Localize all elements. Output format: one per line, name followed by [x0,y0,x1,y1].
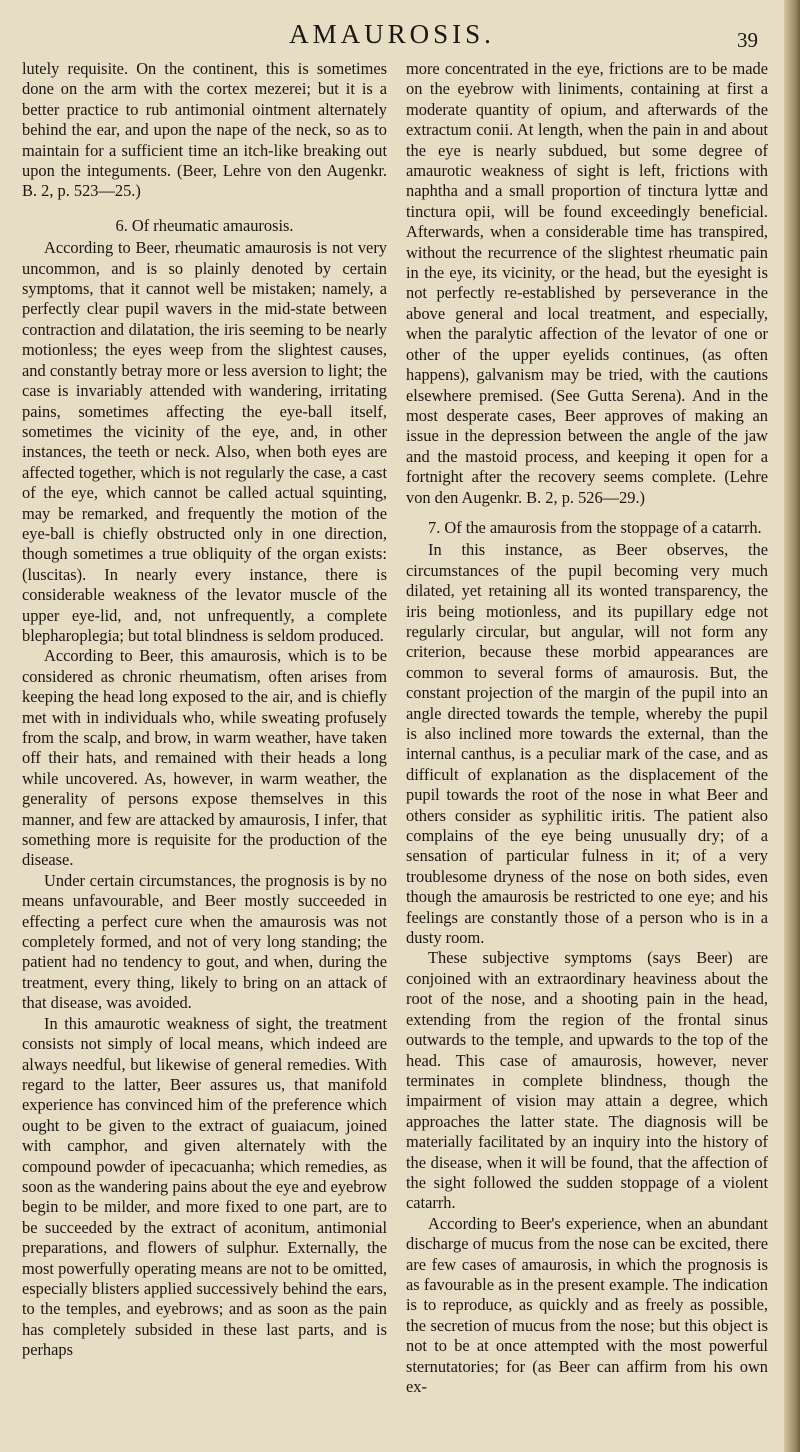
page-number: 39 [737,28,758,52]
paragraph: more concentrated in the eye, frictions are to be made on the eyebrow with liniments, containing at first a moderate quantity of opium, and afterwards of the extractum conii. At length, when the pain in and about the eye is nearly subdued, but some degree of amaurotic weakness of sight is left, frictions with naphtha and a small proportion of tinctura lyttæ and tinctura opii, will be found exceedingly beneficial. Afterwards, when a considerable time has transpired, without the recurrence of the slightest rheumatic pain in the eye, its vicinity, or the head, but the eyesight is not perfectly re-established by perseverance in the above general and local treatment, and especially, when the paralytic affection of the levator of one or other of the upper eyelids continues, (as often happens), galvanism may be tried, with the cautions elsewhere premised. (See Gutta Serena). And in the most desperate cases, Beer approves of making an issue in the depression between the angle of the jaw and the mastoid process, and keeping it open for a fortnight after the recovery seems complete. (Lehre von den Augenkr. B. 2, p. 526—29.) [406,59,768,507]
section-heading-catarrh-amaurosis: 7. Of the amaurosis from the stoppage of a catarrh. [428,517,762,537]
running-head [0,14,784,54]
paragraph: In this instance, as Beer observes, the circumstances of the pupil becoming very much dilated, yet retaining all its wonted transparency, the iris being motionless, and its pupillary edge not regularly circular, but angular, will not form any criterion, because these morbid appearances are common to several forms of amaurosis. But, the constant projection of the margin of the pupil into an angle directed towards the temple, whereby the pupil is also inclined more towards the external, than the internal canthus, is a peculiar mark of the case, and as difficult of explanation as the displacement of the pupil towards the root of the nose in what Beer and others consider as syphilitic iritis. The patient also complains of the eye being unusually dry; of a sensation of particular fulness in it; of a very troublesome dryness of the nose on both sides, even though the amaurosis be restricted to one eye; and his feelings are constantly those of a person who is in a dusty room. [406,540,768,948]
paragraph: lutely requisite. On the continent, this is sometimes done on the arm with the cortex mezerei; but it is a better practice to rub antimonial ointment alternately behind the ear, and upon the nape of the neck, so as to maintain for a sufficient time an itch-like breaking out upon the integuments. (Beer, Lehre von den Augenkr. B. 2, p. 523—25.) [22,59,387,201]
paragraph: According to Beer, this amaurosis, which is to be considered as chronic rheumatism, often arises from keeping the head long exposed to the air, and is chiefly met with in individuals who, while sweating profusely from the scalp, and brow, in warm weather, have taken off their hats, and remained with their heads a long while uncovered. As, however, in warm weather, the generality of persons expose themselves in this manner, and few are attacked by amaurosis, I infer, that something more is requisite for the production of the disease. [22,646,387,870]
paragraph: According to Beer's experience, when an abundant discharge of mucus from the nose can be excited, there are few cases of amaurosis, in which the prognosis is as favourable as in the present example. The indication is to reproduce, as quickly and as freely as possible, the secretion of mucus from the nose; but this object is not to be at once attempted with the most powerful sternutatories; for (as Beer can affirm from his own ex- [406,1213,768,1396]
paragraph: These subjective symptoms (says Beer) are conjoined with an extraordinary heaviness about the root of the nose, and a shooting pain in the head, extending from the region of the frontal sinus outwards to the temple, and upwards to the top of the head. This case of amaurosis, however, never terminates in complete blindness, though the impairment of vision may attain a degree, which approaches the latter state. The diagnosis will be materially facilitated by an inquiry into the history of the disease, when it will be found, that the affection of the sight followed the sudden stoppage of a violent catarrh. [406,948,768,1213]
page-edge-shadow [784,0,800,1452]
right-column [406,59,768,1397]
left-column [22,59,387,1361]
running-title: AMAUROSIS. [289,19,495,49]
paragraph: Under certain circumstances, the prognosis is by no means unfavourable, and Beer mostly succeeded in effecting a perfect cure when the amaurosis was not completely formed, and not of very long standing; the patient had no tendency to gout, and when, during the treatment, every thing, likely to bring on an attack of that disease, was avoided. [22,870,387,1013]
paragraph: According to Beer, rheumatic amaurosis is not very uncommon, and is so plainly denoted by certain symptoms, that it cannot well be mistaken; namely, a perfectly clear pupil wavers in the mid-state between contraction and dilatation, the iris seeming to be nearly motionless; the eyes weep from the slightest causes, and constantly betray more or less aversion to light; the case is invariably attended with wandering, irritating pains, sometimes affecting the eye-ball itself, sometimes the vicinity of the eye, and, in other instances, the teeth or neck. Also, when both eyes are affected together, which is not regularly the case, a cast of the eye, which cannot be called actual squinting, may be remarked, and frequently the motion of the eye-ball is chiefly obstructed only in one direction, though sometimes a true obliquity of the organ exists: (luscitas). In nearly every instance, there is considerable weakness of the levator muscle of the upper eye-lid, and, not unfrequently, a complete blepharoplegia; but total blindness is seldom produced. [22,238,387,645]
paragraph: In this amaurotic weakness of sight, the treatment consists not simply of local means, which indeed are always needful, but likewise of general remedies. With regard to the latter, Beer assures us, that manifold experience has convinced him of the preference which ought to be given to the extract of guaiacum, joined with camphor, and given alternately with the compound powder of ipecacuanha; which remedies, as soon as the wandering pains about the eye and eyebrow begin to be milder, and more fixed to one part, are to be succeeded by the extract of aconitum, antimonial preparations, and flowers of sulphur. Externally, the most powerfully operating means are not to be omitted, especially blisters applied successively behind the ears, to the temples, and eyebrows; and as soon as the pain has completely subsided in these last parts, and is perhaps [22,1013,387,1360]
section-heading-rheumatic-amaurosis: 6. Of rheumatic amaurosis. [115,215,294,235]
